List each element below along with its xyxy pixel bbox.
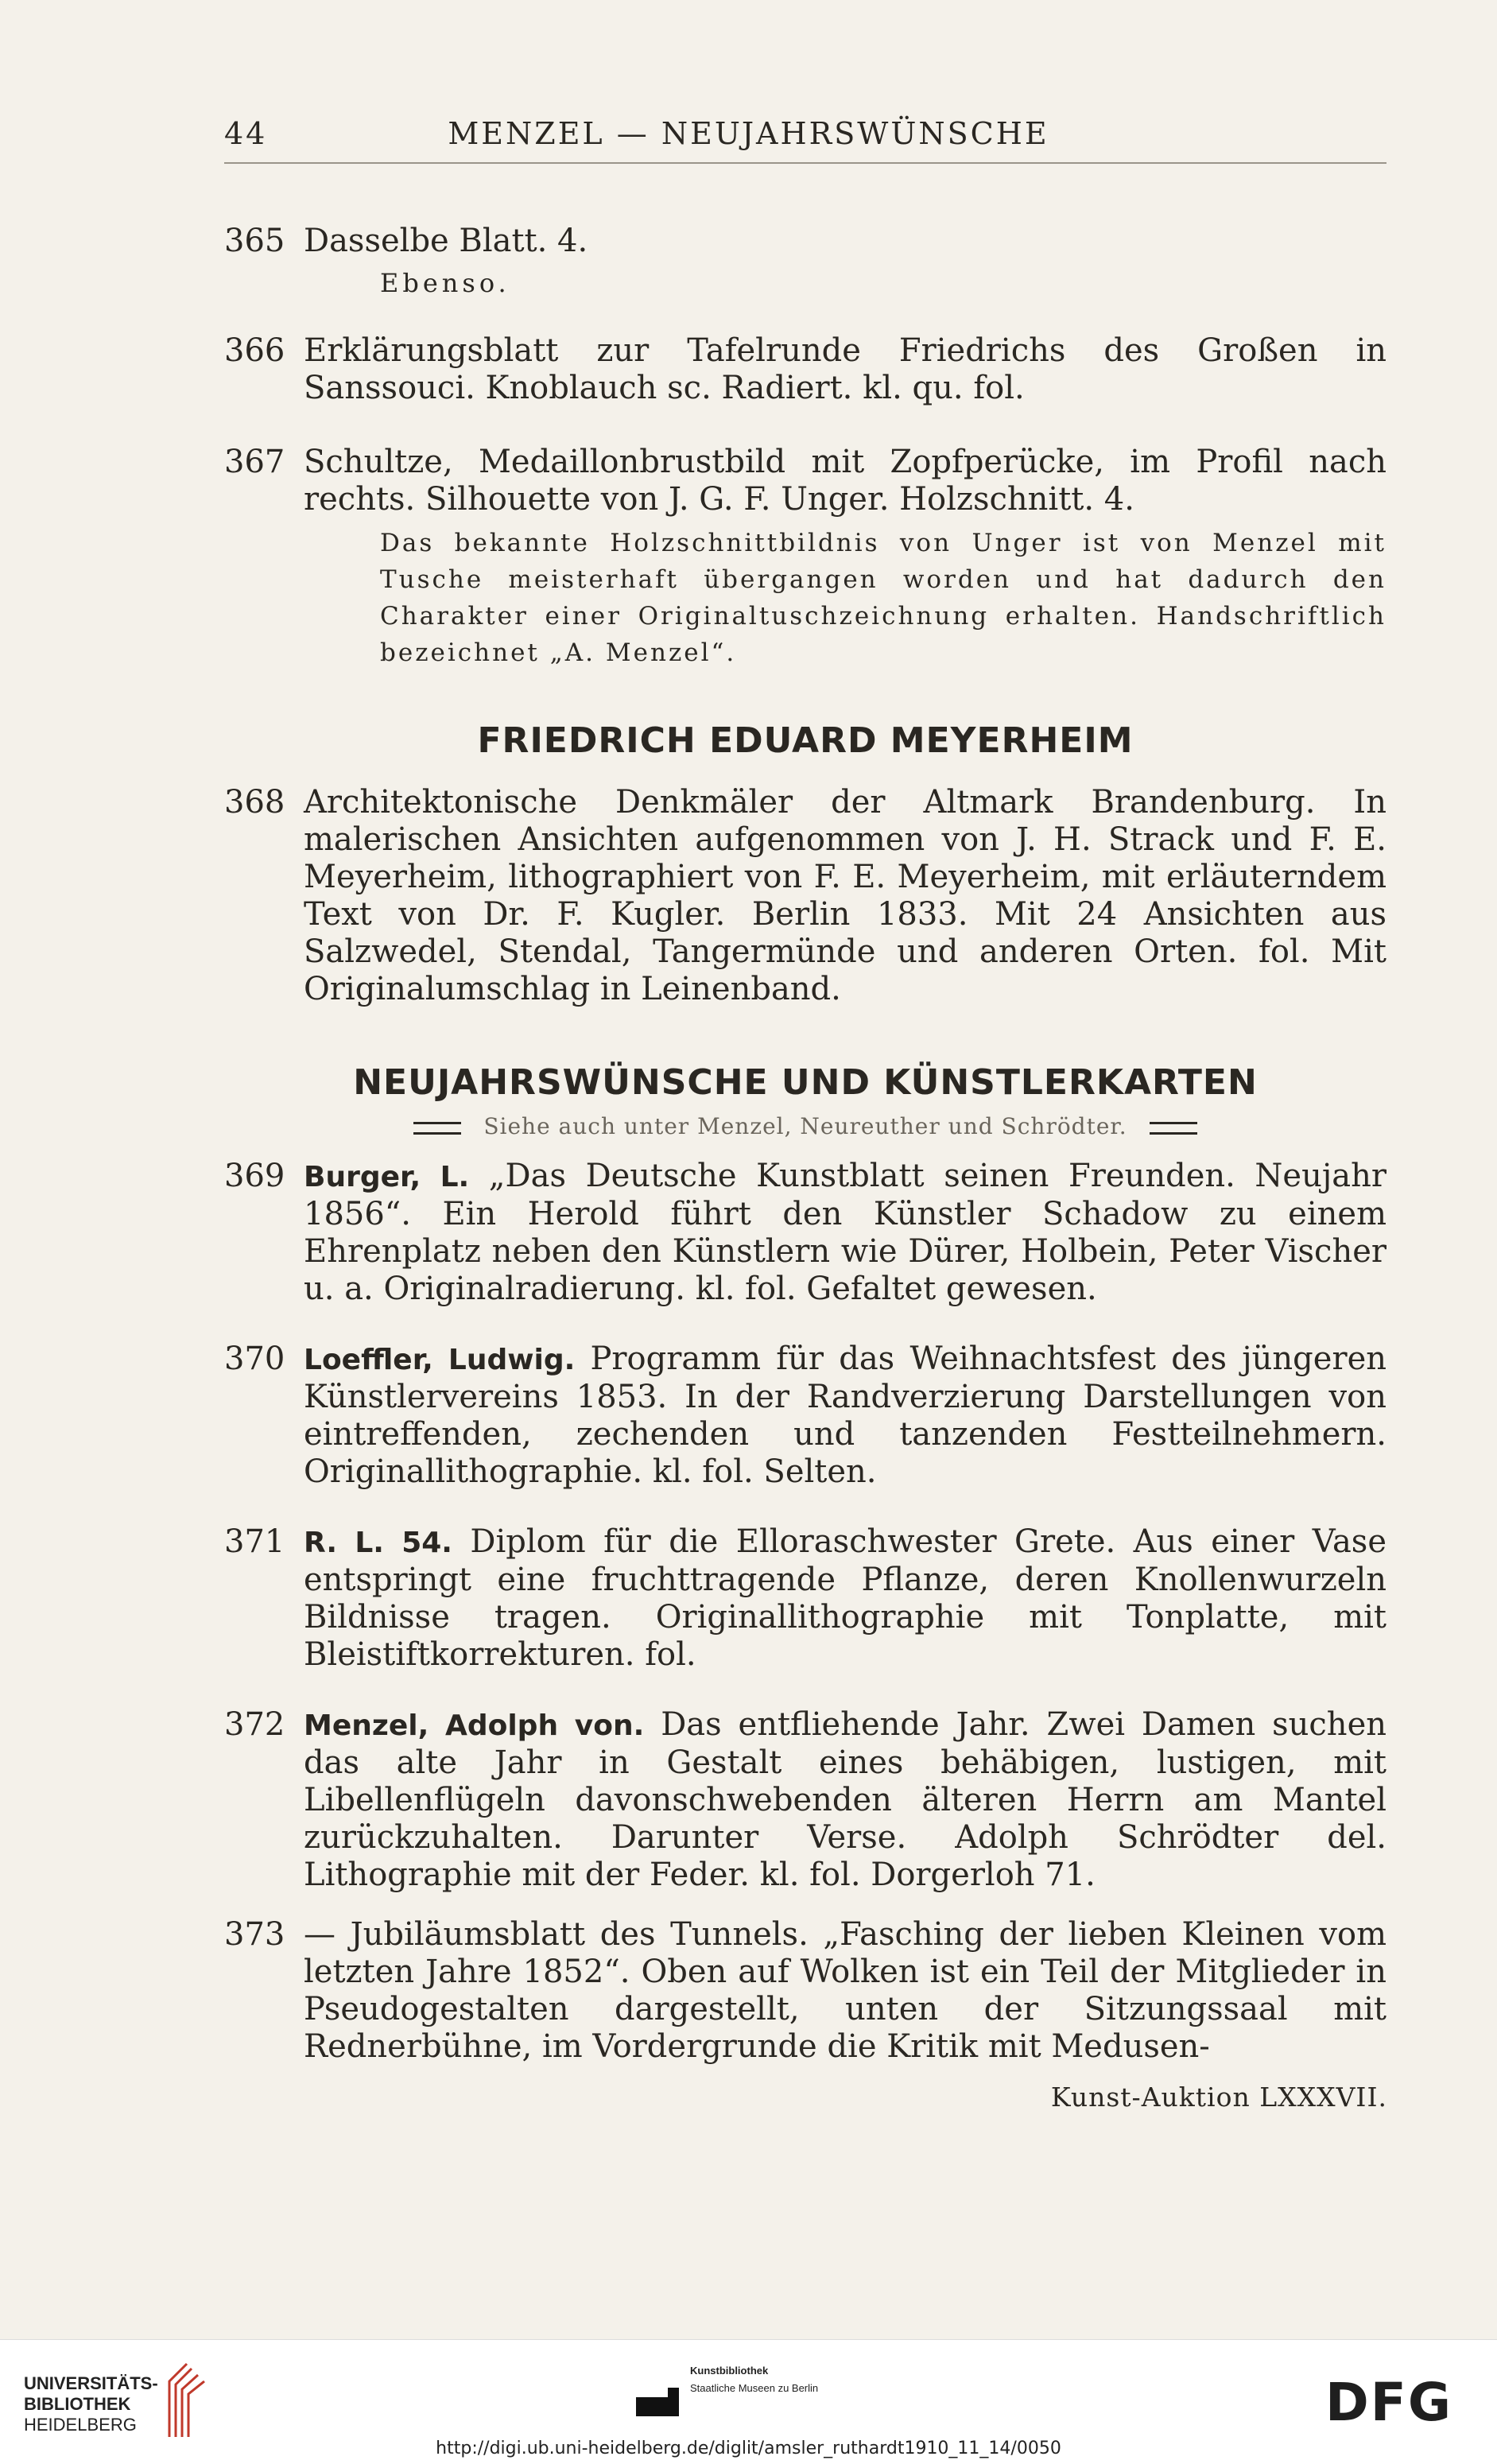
ub-emblem-icon	[163, 2357, 206, 2440]
entry-number: 366	[224, 332, 285, 369]
ub-line-1: UNIVERSITÄTS-	[24, 2373, 158, 2393]
kunstbibliothek-label	[690, 2362, 818, 2397]
kb-title: Kunstbibliothek	[690, 2365, 769, 2377]
section-heading-neujahrswuensche: NEUJAHRSWÜNSCHE UND KÜNSTLERKARTEN	[353, 1062, 1258, 1103]
ub-line-2: BIBLIOTHEK	[24, 2394, 131, 2414]
ub-line-3: HEIDELBERG	[24, 2415, 137, 2435]
entry-number: 372	[224, 1706, 285, 1743]
entry-number: 368	[224, 784, 285, 821]
artist-name: Burger, L.	[304, 1161, 470, 1193]
entry-text	[304, 1523, 1386, 1674]
entry-372	[224, 1706, 1386, 1894]
cross-reference-text: Siehe auch unter Menzel, Neureuther und Schrödter.	[483, 1113, 1127, 1139]
artist-name: Loeffler, Ludwig.	[304, 1344, 576, 1376]
entry-number: 367	[224, 444, 285, 480]
catalog-signature: Kunst-Auktion LXXXVII.	[1050, 2082, 1387, 2113]
kunstbibliothek-logo-icon	[636, 2388, 681, 2416]
double-rule-right	[1150, 1122, 1197, 1135]
ub-heidelberg-logo	[24, 2373, 158, 2435]
entry-373	[224, 1916, 1386, 2066]
entry-370	[224, 1341, 1386, 1491]
artist-name: Menzel, Adolph von.	[304, 1709, 645, 1742]
entry-subnote: Ebenso.	[380, 268, 510, 298]
entry-number: 373	[224, 1916, 285, 1953]
artist-name: R. L. 54.	[304, 1527, 452, 1559]
page-number: 44	[224, 116, 268, 151]
digitization-footer	[0, 2339, 1497, 2464]
entry-number: 369	[224, 1158, 285, 1194]
dfg-logo: DFG	[1324, 2372, 1452, 2433]
entry-note: Das bekannte Holzschnittbildnis von Unger ist von Menzel mit Tusche meisterhaft übergangen worden und hat dadurch den Charakter einer Originaltuschzeichnung erhalten. Handschriftlich bezeichnet „A. Menzel“.	[380, 529, 1386, 667]
entry-text: — Jubiläumsblatt des Tunnels. „Fasching der lieben Kleinen vom letzten Jahre 1852“. Oben auf Wolken ist ein Teil der Mitglieder in Pseudogestalten dargestellt, unten der Sitzungssaal mit Rednerbühne, im Vordergrunde die Kritik mit Medusen-	[304, 1916, 1386, 2065]
entry-description: „Das Deutsche Kunstblatt seinen Freunden. Neujahr 1856“. Ein Herold führt den Künstler Schadow zu einem Ehrenplatz neben den Künstlern wie Dürer, Holbein, Peter Vischer u. a. Originalradierung. kl. fol. Gefaltet gewesen.	[304, 1158, 1387, 1307]
kb-subtitle: Staatliche Museen zu Berlin	[690, 2382, 819, 2394]
entry-description: Diplom für die Elloraschwester Grete. Aus einer Vase entspringt eine fruchttragende Pflanze, deren Knollenwurzeln Bildnisse tragen. Originallithographie mit Tonplatte, mit Bleistiftkorrekturen. fol.	[304, 1523, 1386, 1673]
entry-369	[224, 1158, 1386, 1308]
entry-text: Architektonische Denkmäler der Altmark Brandenburg. In malerischen Ansichten aufgenommen von J. H. Strack und F. E. Meyerheim, lithographiert von F. E. Meyerheim, mit erläuterndem Text von Dr. F. Kugler. Berlin 1833. Mit 24 Ansichten aus Salzwedel, Stendal, Tangermünde und anderen Orten. fol. Mit Originalumschlag in Leinenband.	[304, 784, 1386, 1007]
double-rule-left	[413, 1122, 461, 1135]
entry-text: Schultze, Medaillonbrustbild mit Zopfperücke, im Profil nach rechts. Silhouette von J. G. F. Unger. Holzschnitt. 4.	[304, 444, 1386, 518]
entry-365	[224, 223, 1386, 302]
entry-368	[224, 784, 1386, 1008]
entry-number: 370	[224, 1341, 285, 1377]
entry-description: Das entfliehende Jahr. Zwei Damen suchen das alte Jahr in Gestalt eines behäbigen, lustigen, mit Libellenflügeln davonschwebenden älteren Herrn am Mantel zurückzuhalten. Darunter Verse. Adolph Schrödter del. Lithographie mit der Feder. kl. fol. Dorgerloh 71.	[304, 1706, 1386, 1893]
entry-text: Erklärungsblatt zur Tafelrunde Friedrichs des Großen in Sanssouci. Knoblauch sc. Radiert. kl. qu. fol.	[304, 332, 1386, 406]
entry-366	[224, 332, 1386, 407]
permalink-url[interactable]: http://digi.ub.uni-heidelberg.de/diglit/amsler_ruthardt1910_11_14/0050	[436, 2439, 1061, 2458]
entry-number: 365	[224, 223, 285, 259]
entry-number: 371	[224, 1523, 285, 1560]
entry-text	[304, 1341, 1386, 1491]
entry-description: Programm für das Weihnachtsfest des jüngeren Künstlervereins 1853. In der Randverzierung Darstellungen von eintreffenden, zechenden und tanzenden Festteilnehmern. Originallithographie. kl. fol. Selten.	[304, 1341, 1387, 1490]
entry-text: Dasselbe Blatt. 4.	[304, 223, 588, 259]
running-head	[0, 110, 1497, 157]
entry-text	[304, 1706, 1386, 1894]
cross-reference	[224, 1113, 1386, 1139]
entry-text	[304, 1158, 1386, 1308]
running-title: MENZEL — NEUJAHRSWÜNSCHE	[448, 116, 1049, 151]
header-rule	[224, 162, 1386, 164]
section-heading-meyerheim: FRIEDRICH EDUARD MEYERHEIM	[477, 720, 1134, 761]
entry-367	[224, 444, 1386, 671]
entry-371	[224, 1523, 1386, 1674]
